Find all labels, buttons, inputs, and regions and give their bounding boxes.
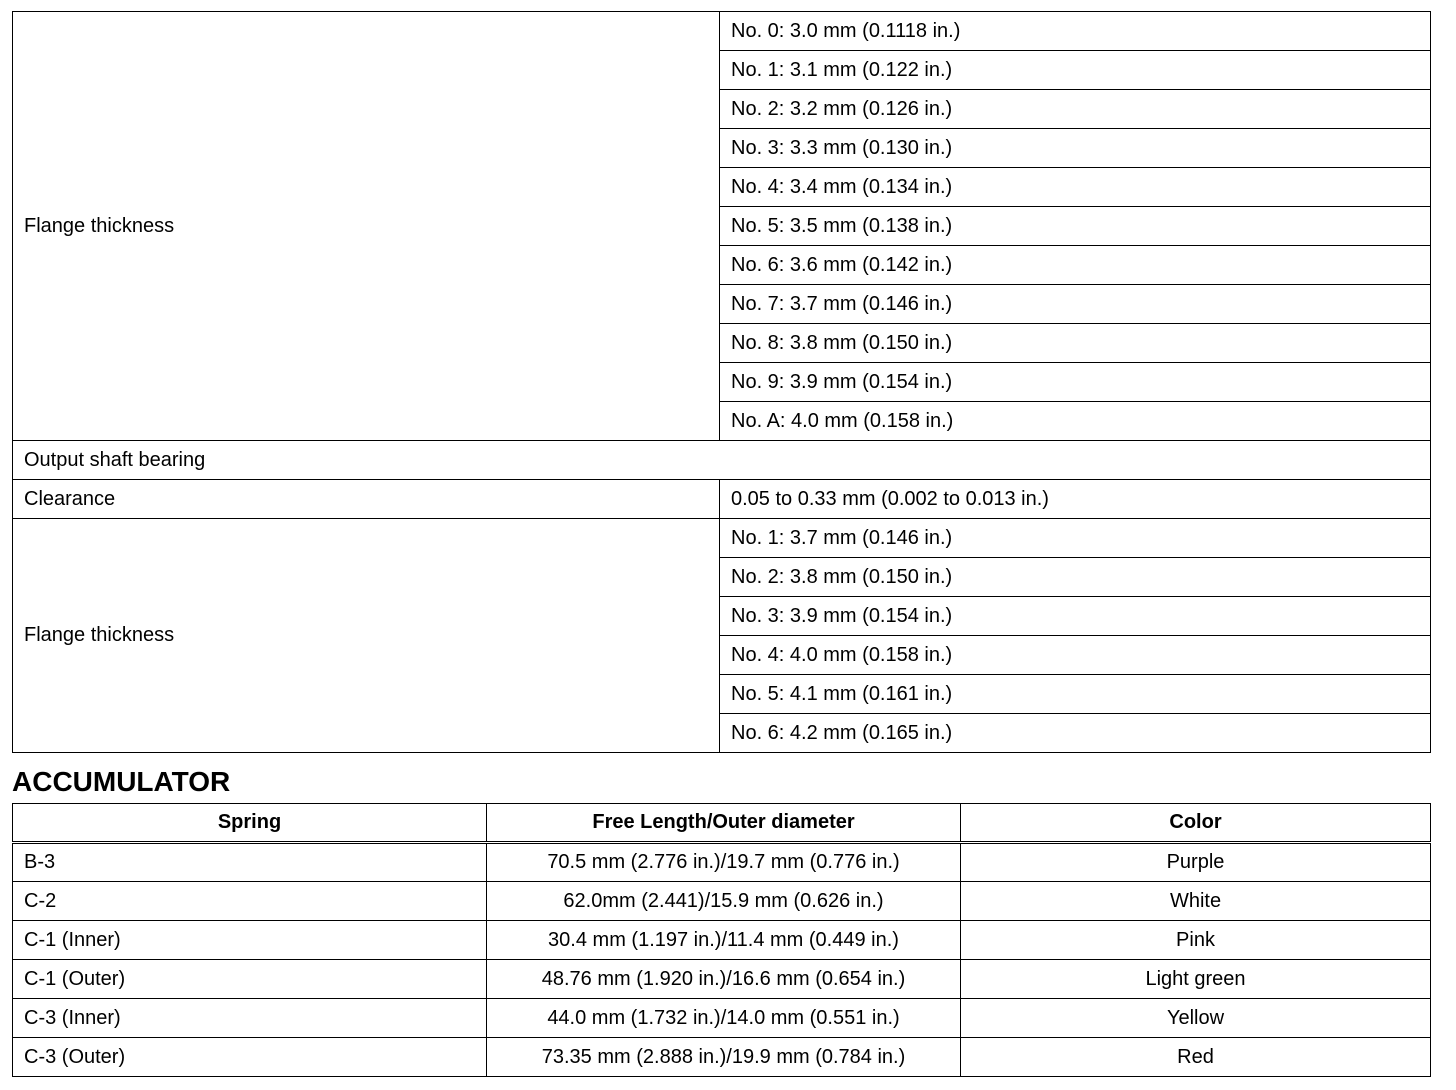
- free-length-cell: 73.35 mm (2.888 in.)/19.9 mm (0.784 in.): [487, 1038, 961, 1077]
- flange-thickness-value: No. 5: 3.5 mm (0.138 in.): [720, 207, 1431, 246]
- flange-thickness-value: No. 3: 3.9 mm (0.154 in.): [720, 597, 1431, 636]
- flange-thickness-label: Flange thickness: [13, 519, 720, 753]
- table-row: [13, 921, 1431, 960]
- column-header-free-length: Free Length/Outer diameter: [487, 804, 961, 843]
- clearance-value: 0.05 to 0.33 mm (0.002 to 0.013 in.): [720, 480, 1431, 519]
- accumulator-table: [12, 803, 1431, 1077]
- section-title: ACCUMULATOR: [12, 766, 231, 797]
- table-row: [13, 12, 1431, 51]
- spring-cell: C-3 (Outer): [13, 1038, 487, 1077]
- output-shaft-bearing-heading: Output shaft bearing: [13, 441, 1431, 480]
- flange-thickness-value: No. 1: 3.7 mm (0.146 in.): [720, 519, 1431, 558]
- spring-cell: B-3: [13, 843, 487, 882]
- free-length-cell: 44.0 mm (1.732 in.)/14.0 mm (0.551 in.): [487, 999, 961, 1038]
- flange-thickness-value: No. A: 4.0 mm (0.158 in.): [720, 402, 1431, 441]
- flange-thickness-value: No. 2: 3.2 mm (0.126 in.): [720, 90, 1431, 129]
- free-length-cell: 30.4 mm (1.197 in.)/11.4 mm (0.449 in.): [487, 921, 961, 960]
- spec-table: [12, 11, 1431, 753]
- color-cell: Yellow: [961, 999, 1431, 1038]
- spring-cell: C-3 (Inner): [13, 999, 487, 1038]
- flange-thickness-value: No. 9: 3.9 mm (0.154 in.): [720, 363, 1431, 402]
- color-cell: Purple: [961, 843, 1431, 882]
- spring-cell: C-1 (Inner): [13, 921, 487, 960]
- flange-thickness-value: No. 4: 3.4 mm (0.134 in.): [720, 168, 1431, 207]
- table-row: [13, 480, 1431, 519]
- flange-thickness-label: Flange thickness: [13, 12, 720, 441]
- flange-thickness-value: No. 0: 3.0 mm (0.1118 in.): [720, 12, 1431, 51]
- flange-thickness-value: No. 7: 3.7 mm (0.146 in.): [720, 285, 1431, 324]
- color-cell: Red: [961, 1038, 1431, 1077]
- table-row: [13, 960, 1431, 999]
- table-row: [13, 441, 1431, 480]
- flange-thickness-value: No. 5: 4.1 mm (0.161 in.): [720, 675, 1431, 714]
- table-row: [13, 882, 1431, 921]
- column-header-color: Color: [961, 804, 1431, 843]
- free-length-cell: 62.0mm (2.441)/15.9 mm (0.626 in.): [487, 882, 961, 921]
- flange-thickness-value: No. 8: 3.8 mm (0.150 in.): [720, 324, 1431, 363]
- spring-cell: C-2: [13, 882, 487, 921]
- spring-cell: C-1 (Outer): [13, 960, 487, 999]
- table-row: [13, 519, 1431, 558]
- table-row: [13, 999, 1431, 1038]
- flange-thickness-value: No. 6: 4.2 mm (0.165 in.): [720, 714, 1431, 753]
- table-row: [13, 1038, 1431, 1077]
- table-row: [13, 843, 1431, 882]
- table-header-row: [13, 804, 1431, 843]
- flange-thickness-value: No. 4: 4.0 mm (0.158 in.): [720, 636, 1431, 675]
- color-cell: Light green: [961, 960, 1431, 999]
- clearance-label: Clearance: [13, 480, 720, 519]
- flange-thickness-value: No. 3: 3.3 mm (0.130 in.): [720, 129, 1431, 168]
- free-length-cell: 48.76 mm (1.920 in.)/16.6 mm (0.654 in.): [487, 960, 961, 999]
- color-cell: White: [961, 882, 1431, 921]
- free-length-cell: 70.5 mm (2.776 in.)/19.7 mm (0.776 in.): [487, 843, 961, 882]
- flange-thickness-value: No. 1: 3.1 mm (0.122 in.): [720, 51, 1431, 90]
- color-cell: Pink: [961, 921, 1431, 960]
- column-header-spring: Spring: [13, 804, 487, 843]
- flange-thickness-value: No. 6: 3.6 mm (0.142 in.): [720, 246, 1431, 285]
- flange-thickness-value: No. 2: 3.8 mm (0.150 in.): [720, 558, 1431, 597]
